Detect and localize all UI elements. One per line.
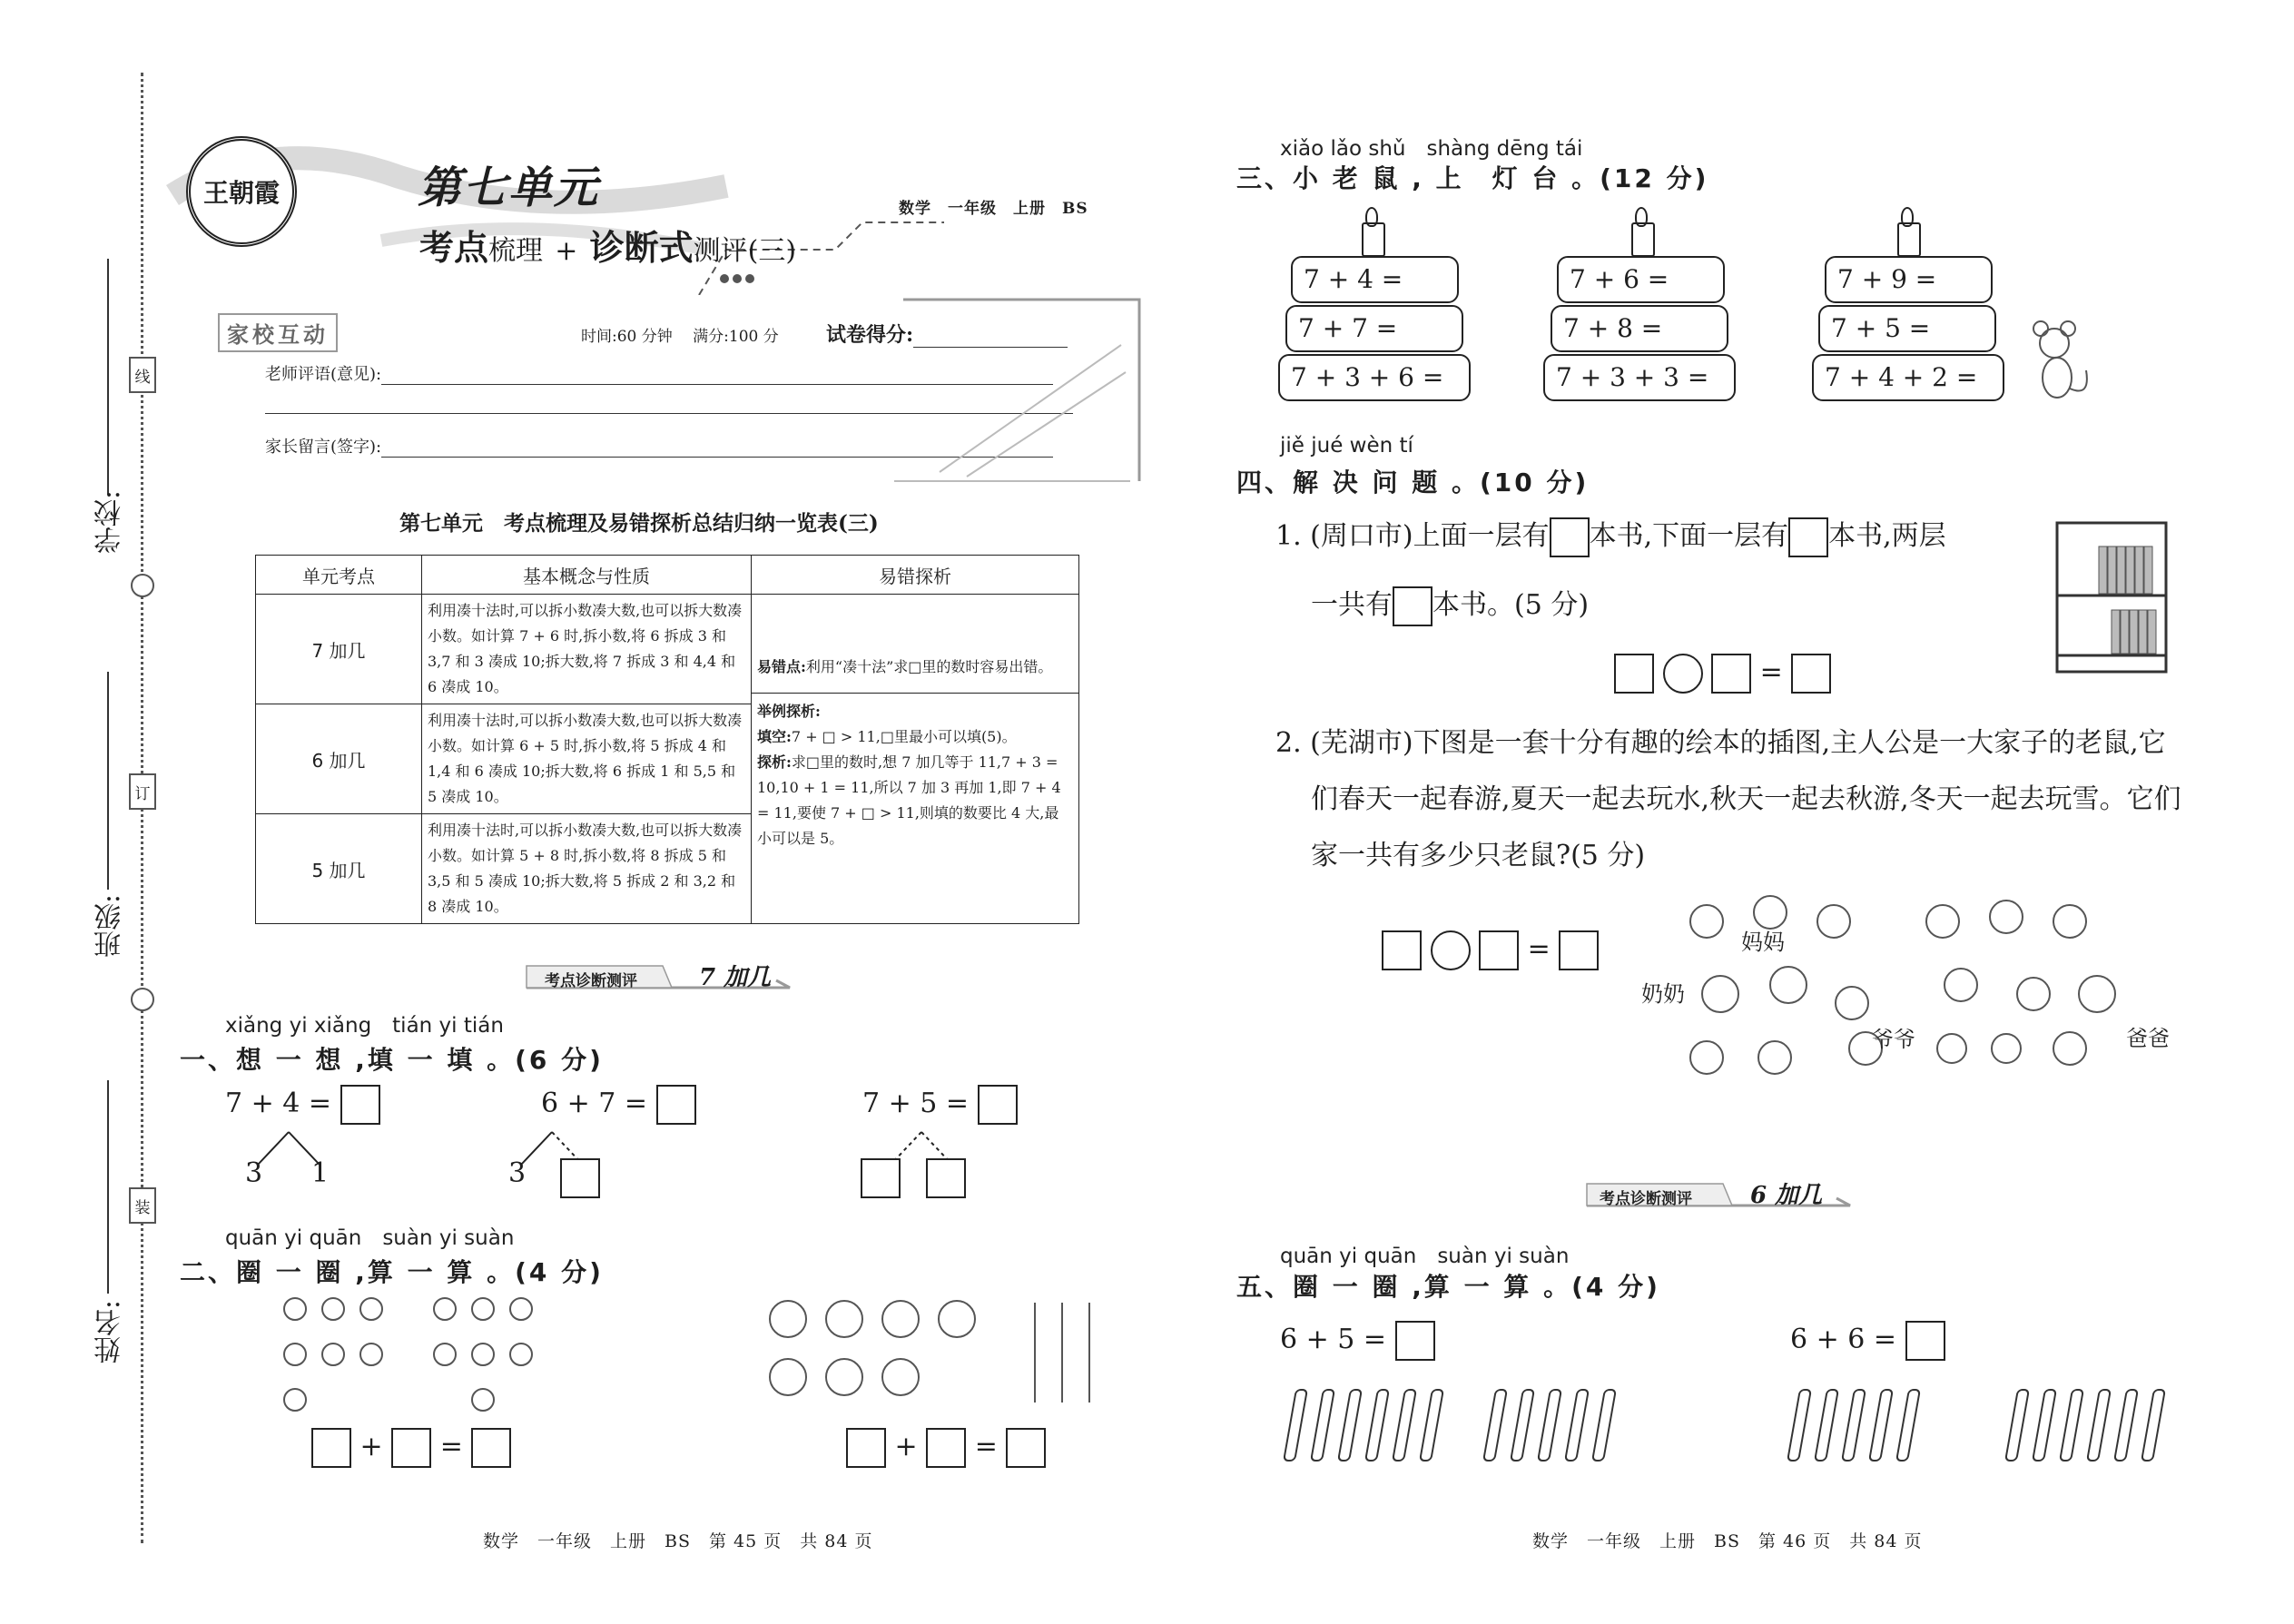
operator-circle[interactable] [1431, 930, 1471, 970]
q1-eq-1 [225, 1085, 380, 1125]
school-label: 学校: [94, 490, 126, 555]
answer-box[interactable] [391, 1428, 431, 1468]
q1-eq-3 [862, 1085, 1018, 1125]
counting-stick [1337, 1389, 1363, 1462]
section-banner-topic: 6 加几 [1750, 1182, 1823, 1209]
table-header: 易错探析 [752, 556, 1079, 595]
q5-heading: 五、圈 一 圈 ,算 一 算 。(4 分) [1236, 1272, 1660, 1302]
family-label: 爸爸 [2126, 1026, 2170, 1051]
equals-sign: = [974, 1431, 998, 1462]
family-label: 爷爷 [1872, 1027, 1915, 1052]
table-header-row [256, 556, 1079, 595]
subtitle-part: 测评(三) [693, 235, 797, 267]
answer-box[interactable] [1550, 517, 1590, 557]
answer-box[interactable] [861, 1158, 901, 1198]
answer-box[interactable] [656, 1085, 696, 1125]
subtitle-part: + [555, 235, 578, 267]
counting-stick [1392, 1389, 1417, 1462]
score-label: 试卷得分: [826, 323, 914, 347]
candle-tier: 7 + 4 + 2 = [1812, 354, 2004, 401]
q4-p1-text: 本书,两层 [1828, 520, 1946, 552]
mouse-picture [2023, 316, 2095, 407]
table-point: 5 加几 [256, 814, 422, 924]
binding-hole [131, 988, 154, 1011]
q4-p2-equation [1382, 930, 1599, 970]
operator-circle[interactable] [1663, 654, 1703, 694]
q5-eq-2 [1790, 1321, 1945, 1361]
teacher-comment-label: 老师评语(意见): [265, 365, 382, 384]
counting-stick [1591, 1389, 1617, 1462]
counting-stick [1283, 1389, 1308, 1462]
q4-p1-line2 [1311, 577, 1589, 634]
error-analysis-cell [752, 595, 1079, 924]
error-point-text: 利用“凑十法”求□里的数时容易出错。 [805, 658, 1053, 675]
name-label: 姓名: [94, 1300, 126, 1364]
q3-pinyin: xiǎo lǎo shǔ shàng dēng tái [1280, 137, 1583, 161]
counting-stick [2059, 1389, 2084, 1462]
answer-box[interactable] [1788, 517, 1828, 557]
q2-eq-2 [846, 1428, 1046, 1468]
table-concept: 利用凑十法时,可以拆小数凑大数,也可以拆大数凑小数。如计算 5 + 8 时,拆小数,将 8 拆成 5 和 3,5 和 5 凑成 10;拆大数,将 5 拆成 2 和 3,2 和 8 凑成 10。 [422, 814, 752, 924]
subtitle-part: 诊断式 [589, 227, 694, 268]
q5-eq-1 [1280, 1321, 1435, 1361]
binding-hole [131, 574, 154, 597]
analysis-text: 求□里的数时,想 7 加几等于 11,7 + 3 = 10,10 + 1 = 11,所以 7 加 3 再加 1,即 7 + 4 = 11,要使 7 + □ > 11,则填的数要比 4 大,最小可以是 5。 [757, 753, 1061, 847]
fold-mark: 线 [129, 357, 156, 393]
answer-box[interactable] [1393, 586, 1433, 626]
q3-heading: 三、小 老 鼠 , 上 灯 台 。(12 分) [1236, 163, 1709, 193]
fill-text: 7 + □ > 11,□里最小可以填(5)。 [791, 728, 1017, 745]
q5-pinyin: quān yi quān suàn yi suàn [1280, 1245, 1570, 1268]
q4-p2-line2: 们春天一起春游,夏天一起去玩水,秋天一起去秋游,冬天一起去玩雪。它们 [1311, 783, 2181, 815]
counting-stick [1364, 1389, 1390, 1462]
subject-tag: 数学 一年级 上册 BS [899, 200, 1088, 218]
counting-stick [1419, 1389, 1444, 1462]
answer-box[interactable] [1559, 930, 1599, 970]
table-point: 6 加几 [256, 704, 422, 814]
answer-box[interactable] [471, 1428, 511, 1468]
candle-tier: 7 + 8 = [1551, 305, 1728, 352]
answer-box[interactable] [978, 1085, 1018, 1125]
candle-tier: 7 + 6 = [1557, 256, 1725, 303]
candle-tier: 7 + 9 = [1825, 256, 1993, 303]
q4-p1-equation [1614, 654, 1831, 694]
counting-stick [2004, 1389, 2030, 1462]
q1-split-1-b: 1 [311, 1157, 330, 1189]
fill-label: 填空: [757, 728, 792, 745]
answer-box[interactable] [846, 1428, 886, 1468]
counting-stick [1564, 1389, 1590, 1462]
table-row [256, 595, 1079, 704]
q4-pinyin: jiě jué wèn tí [1280, 434, 1413, 458]
logo-text: 王朝霞 [202, 178, 280, 208]
fold-mark: 订 [129, 773, 156, 810]
answer-box[interactable] [340, 1085, 380, 1125]
error-point-label: 易错点: [757, 658, 806, 675]
answer-box[interactable] [1382, 930, 1422, 970]
section-banner-label: 考点诊断测评 [545, 972, 637, 990]
exam-info [581, 323, 779, 346]
mouse-family-picture [1670, 885, 2179, 1107]
answer-box[interactable] [311, 1428, 351, 1468]
counting-stick [1482, 1389, 1508, 1462]
answer-box[interactable] [926, 1158, 966, 1198]
family-label: 奶奶 [1641, 981, 1685, 1007]
q2-pinyin: quān yi quān suàn yi suàn [225, 1226, 515, 1250]
counting-stick [1310, 1389, 1335, 1462]
flame-icon [1365, 207, 1378, 227]
q1-eq-3-text: 7 + 5 = [862, 1088, 970, 1119]
table-header: 单元考点 [256, 556, 422, 595]
exam-full-score: 满分:100 分 [693, 328, 779, 346]
answer-box[interactable] [1791, 654, 1831, 694]
q4-heading: 四、解 决 问 题 。(10 分) [1236, 468, 1590, 497]
q4-p1-line1 [1275, 508, 1946, 565]
equals-sign: = [1759, 656, 1783, 688]
page-footer-right: 数学 一年级 上册 BS 第 46 页 共 84 页 [1532, 1531, 1923, 1551]
q4-p2-line3: 家一共有多少只老鼠?(5 分) [1311, 840, 1646, 871]
fill-example [757, 724, 1073, 750]
fold-mark: 装 [129, 1187, 156, 1224]
table-point: 7 加几 [256, 595, 422, 704]
q4-p1-text: 本书。(5 分) [1433, 589, 1590, 621]
q4-p1-text: 一共有 [1311, 589, 1393, 621]
q1-split-1-a: 3 [245, 1157, 263, 1189]
answer-box[interactable] [1479, 930, 1519, 970]
candle-tier: 7 + 5 = [1818, 305, 1996, 352]
answer-box[interactable] [1905, 1321, 1945, 1361]
answer-box[interactable] [1395, 1321, 1435, 1361]
publisher-logo [186, 136, 297, 247]
counting-stick [1868, 1389, 1894, 1462]
family-label: 妈妈 [1741, 930, 1785, 955]
counting-stick [1841, 1389, 1866, 1462]
class-line [107, 672, 109, 890]
q1-heading: 一、想 一 想 ,填 一 填 。(6 分) [180, 1045, 604, 1075]
plus-sign: + [359, 1431, 383, 1462]
name-line [107, 1080, 109, 1294]
q2-eq-1 [311, 1428, 511, 1468]
candle-tier: 7 + 4 = [1291, 256, 1459, 303]
candle [1362, 222, 1385, 257]
counting-stick [1814, 1389, 1839, 1462]
example-label: 举例探析: [757, 703, 821, 720]
section-banner-topic: 7 加几 [699, 964, 772, 991]
subtitle-part: 梳理 [488, 235, 544, 267]
subtitle-part: 考点 [419, 227, 489, 268]
bookshelf-picture [2053, 519, 2170, 675]
table-concept: 利用凑十法时,可以拆小数凑大数,也可以拆大数凑小数。如计算 6 + 5 时,拆小数,将 5 拆成 4 和 1,4 和 6 凑成 10;拆大数,将 6 拆成 1 和 5,5 和 5 凑成 10。 [422, 704, 752, 814]
table-concept: 利用凑十法时,可以拆小数凑大数,也可以拆大数凑小数。如计算 7 + 6 时,拆小数,将 6 拆成 3 和 3,7 和 3 凑成 10;拆大数,将 7 拆成 3 和 4,4 和 6 凑成 10。 [422, 595, 752, 704]
q1-eq-2-text: 6 + 7 = [541, 1088, 648, 1119]
summary-table [255, 555, 1079, 924]
flame-icon [1901, 207, 1914, 227]
answer-box[interactable] [926, 1428, 966, 1468]
counting-stick [2086, 1389, 2112, 1462]
counting-stick [2141, 1389, 2166, 1462]
error-point [757, 655, 1073, 680]
analysis-label: 探析: [757, 753, 792, 771]
counting-stick [2113, 1389, 2139, 1462]
candle [1897, 222, 1921, 257]
section-banner-label: 考点诊断测评 [1600, 1190, 1692, 1208]
counting-stick [1787, 1389, 1812, 1462]
unit-subtitle [419, 220, 796, 270]
answer-box[interactable] [1614, 654, 1654, 694]
rabbit-picture [268, 1289, 613, 1425]
analysis [757, 750, 1073, 851]
counting-stick [2032, 1389, 2057, 1462]
q1-pinyin: xiǎng yi xiǎng tián yi tián [225, 1014, 504, 1038]
equals-sign: = [439, 1431, 463, 1462]
counting-stick [1537, 1389, 1562, 1462]
parent-message-label: 家长留言(签字): [265, 438, 382, 457]
plus-sign: + [894, 1431, 918, 1462]
unit-title: 第七单元 [418, 162, 600, 213]
q2-heading: 二、圈 一 圈 ,算 一 算 。(4 分) [180, 1257, 604, 1287]
answer-box[interactable] [1006, 1428, 1046, 1468]
counting-stick [1510, 1389, 1535, 1462]
candle-tier: 7 + 3 + 3 = [1543, 354, 1736, 401]
flame-icon [1635, 207, 1648, 227]
exam-time: 时间:60 分钟 [581, 328, 673, 346]
q1-split-2-a: 3 [508, 1157, 527, 1189]
home-school-tag: 家校互动 [218, 313, 338, 352]
q5-eq-2-text: 6 + 6 = [1790, 1324, 1897, 1355]
candle-tier: 7 + 3 + 6 = [1278, 354, 1471, 401]
q5-eq-1-text: 6 + 5 = [1280, 1324, 1387, 1355]
corner-frame [894, 290, 1148, 490]
candle-tier: 7 + 7 = [1285, 305, 1463, 352]
class-label: 班级: [94, 894, 126, 959]
table-header: 基本概念与性质 [422, 556, 752, 595]
candle [1631, 222, 1655, 257]
page-footer-left: 数学 一年级 上册 BS 第 45 页 共 84 页 [483, 1531, 873, 1551]
answer-box[interactable] [1711, 654, 1751, 694]
q1-eq-1-text: 7 + 4 = [225, 1088, 332, 1119]
q1-eq-2 [541, 1085, 696, 1125]
counting-stick [1895, 1389, 1921, 1462]
answer-box[interactable] [560, 1158, 600, 1198]
flower-picture [763, 1294, 1108, 1412]
school-line [107, 259, 109, 495]
summary-title: 第七单元 考点梳理及易错探析总结归纳一览表(三) [399, 511, 879, 536]
q4-p2-line1: 2. (芜湖市)下图是一套十分有趣的绘本的插图,主人公是一大家子的老鼠,它 [1275, 727, 2166, 759]
equals-sign: = [1527, 933, 1551, 965]
q4-p1-text: 1. (周口市)上面一层有 [1275, 520, 1550, 552]
q4-p1-text: 本书,下面一层有 [1589, 520, 1789, 552]
